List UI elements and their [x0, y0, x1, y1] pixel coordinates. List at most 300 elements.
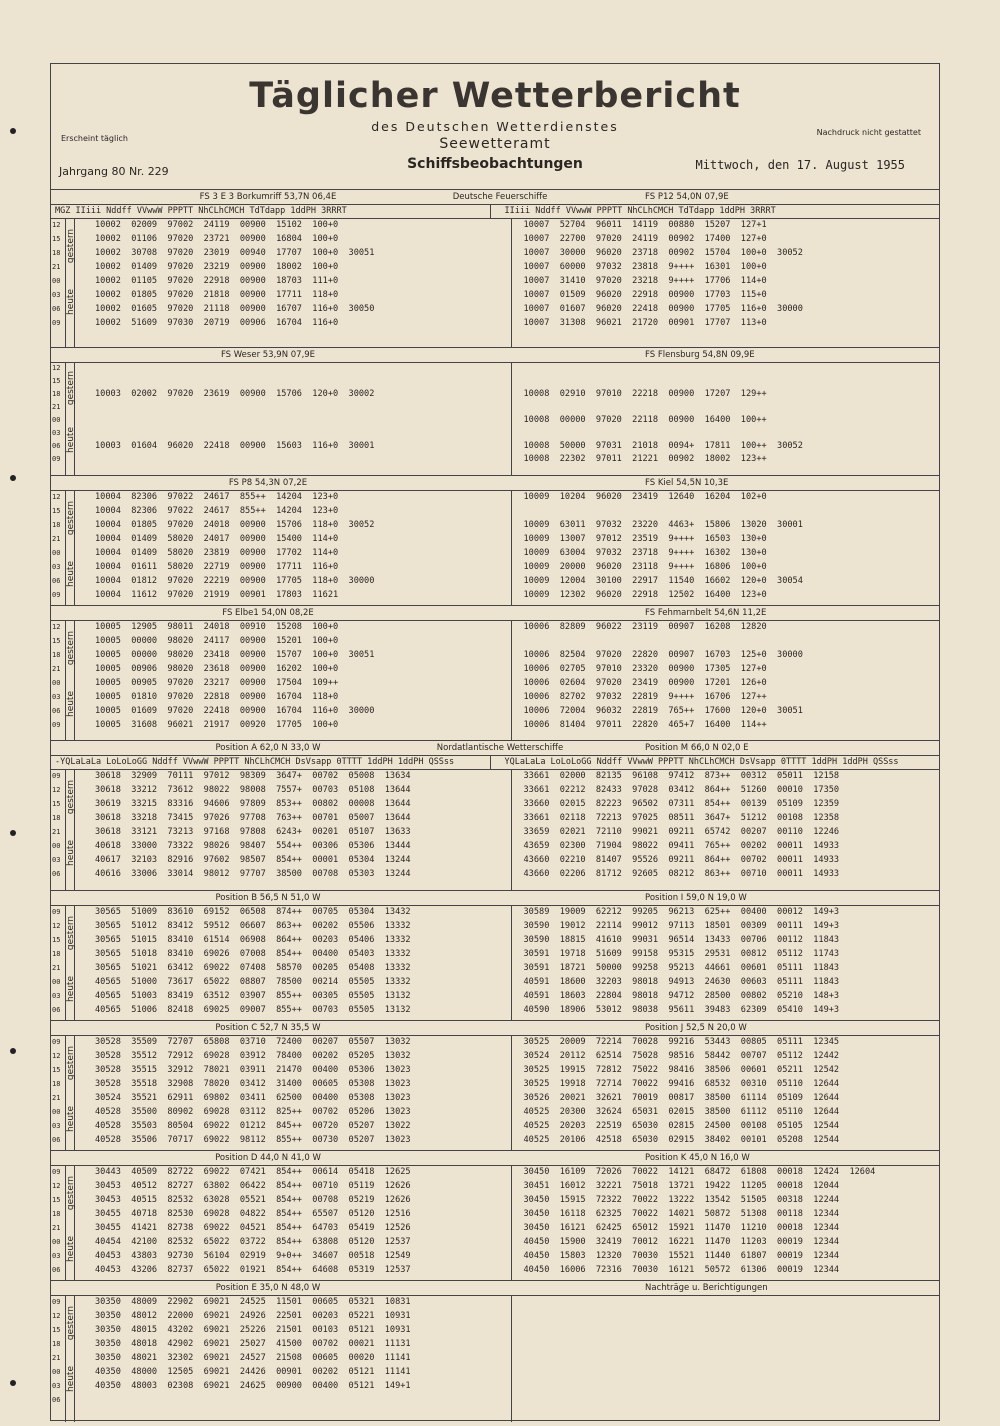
block-title-bar [51, 1021, 939, 1036]
hour-label: 06 [52, 442, 61, 450]
observation-row [524, 634, 940, 648]
observation-row: 10008 50000 97031 21018 0094+ 17811 100++ 30052 [523, 441, 803, 451]
today-label: heute [66, 1235, 77, 1263]
block-title-bar [51, 606, 939, 621]
left-station-title: FS P8 54,3N 07,2E [228, 478, 308, 488]
station-block [51, 475, 939, 605]
observation-row: 40525 20106 42518 65030 02915 38402 00101 05208 12544 [523, 1135, 840, 1145]
punch-hole-2 [10, 475, 16, 481]
hour-label: 18 [52, 1210, 61, 1218]
yesterday-label: gestern [66, 500, 77, 536]
observation-row: 10004 01812 97020 22219 00900 17705 118+0 30000 [95, 576, 375, 586]
right-station-title: FS Kiel 54,5N 10,3E [645, 478, 729, 488]
observation-row: 40565 51006 82418 69025 09007 855++ 00703 05505 13132 [95, 1005, 411, 1015]
hour-label: 06 [52, 1136, 61, 1144]
observation-row [95, 1393, 511, 1407]
observation-row: 10009 13007 97012 23519 9++++ 16503 130+0 [523, 534, 767, 544]
left-station-data [75, 769, 511, 890]
observation-row: 40350 48000 12505 69021 24426 00901 00202 05121 11141 [95, 1367, 411, 1377]
observation-grid [51, 218, 939, 347]
day-label-column [65, 769, 75, 890]
hour-label: 21 [52, 263, 61, 271]
observation-row: 10002 01106 97020 23721 00900 16804 100+0 [95, 234, 339, 244]
hour-label: 18 [52, 950, 61, 958]
station-block [51, 347, 939, 475]
hour-label: 06 [52, 707, 61, 715]
observation-row: 10004 82306 97022 24617 855++ 14204 123+0 [95, 492, 339, 502]
hour-label: 00 [52, 277, 61, 285]
station-block [51, 1020, 939, 1150]
observation-tables [51, 189, 939, 1420]
observation-row: 43659 02300 71904 98022 09411 765++ 00202 00011 14933 [523, 841, 840, 851]
right-station-data [511, 218, 940, 347]
observation-row: 30450 16121 62425 65012 15921 11470 11210 00018 12344 [523, 1223, 840, 1233]
observation-row: 30528 35515 32912 78021 03911 21470 00400 05306 13023 [95, 1065, 411, 1075]
yesterday-label: gestern [66, 1175, 77, 1211]
observation-row: 10005 00000 98020 23418 00900 15707 100+0 30051 [95, 650, 375, 660]
hour-label: 06 [52, 577, 61, 585]
observation-row: 10005 00906 98020 23618 00900 16202 100+0 [95, 664, 339, 674]
observation-row: 40617 32103 82916 97602 98507 854++ 00001 05304 13244 [95, 855, 411, 865]
hour-label: 09 [52, 319, 61, 327]
block-title-bar [51, 1151, 939, 1166]
right-station-title: Position I 59,0 N 19,0 W [645, 893, 747, 903]
observation-row [524, 1351, 940, 1365]
hour-label: 03 [52, 429, 61, 437]
observation-row: 10009 20000 96020 23118 9++++ 16806 100+0 [523, 562, 767, 572]
station-block [51, 189, 939, 347]
left-column-header: MGZ IIiii Nddff VVwwW PPPTT NhCLhCMCH TdTdapp 1ddPH 3RRRT [55, 206, 347, 216]
observation-row: 10004 01611 58020 22719 00900 17711 116+0 [95, 562, 339, 572]
observation-row: 30350 48009 22902 69021 24525 11501 00605 05321 10831 [95, 1297, 411, 1307]
left-station-data [75, 620, 511, 740]
observation-row: 33661 02000 82135 96108 97412 873++ 00312 05011 12158 [523, 771, 840, 781]
hour-label: 21 [52, 1224, 61, 1232]
observation-row [524, 1365, 940, 1379]
hour-label: 21 [52, 535, 61, 543]
observation-row: 30591 18721 50000 99258 95213 44661 00601 05111 11843 [523, 963, 840, 973]
report-title: Täglicher Wetterbericht [249, 76, 741, 116]
day-label-column [65, 1035, 75, 1150]
hour-label: 06 [52, 305, 61, 313]
observation-row: 30525 19918 72714 70022 99416 68532 00310 05110 12644 [523, 1079, 840, 1089]
observation-grid [51, 905, 939, 1020]
observation-row [524, 375, 940, 388]
observation-row: 10002 51609 97030 20719 00906 16704 116+0 [95, 318, 339, 328]
observation-row: 30565 51018 83410 69026 07008 854++ 00400 05403 13332 [95, 949, 411, 959]
observation-row: 40618 33000 73322 98026 98407 554++ 00306 05306 13444 [95, 841, 411, 851]
right-station-data [511, 1165, 940, 1280]
station-block [51, 605, 939, 740]
block-title-bar [51, 891, 939, 906]
observation-row: 40450 15900 32419 70012 16221 11470 11203 00019 12344 [523, 1237, 840, 1247]
observation-row: 30451 16012 32221 75018 13721 19422 11205 00018 12044 [523, 1181, 840, 1191]
reprint-notice: Nachdruck nicht gestattet [816, 128, 921, 137]
day-label-column [65, 620, 75, 740]
yesterday-label: gestern [66, 630, 77, 666]
left-station-data [75, 218, 511, 347]
group-title [415, 606, 585, 620]
left-station-data [75, 1035, 511, 1150]
hour-label: 00 [52, 978, 61, 986]
right-station-title: Position M 66,0 N 02,0 E [645, 743, 749, 753]
observation-row [524, 1337, 940, 1351]
observation-grid [51, 1295, 939, 1422]
hour-label: 12 [52, 1312, 61, 1320]
hour-label: 03 [52, 992, 61, 1000]
column-header-row [51, 205, 939, 219]
left-station-title: Position E 35,0 N 48,0 W [215, 1283, 321, 1293]
block-title-bar [51, 1281, 939, 1296]
observation-row: 40591 18603 22804 98018 94712 28500 00802 05210 148+3 [523, 991, 840, 1001]
hour-label: 12 [52, 623, 61, 631]
hour-label: 18 [52, 1080, 61, 1088]
group-title [415, 891, 585, 905]
observation-row: 10002 01409 97020 23219 00900 18002 100+0 [95, 262, 339, 272]
hour-label: 03 [52, 1252, 61, 1260]
hour-label: 15 [52, 1196, 61, 1204]
left-station-title: Position A 62,0 N 33,0 W [215, 743, 321, 753]
hour-label: 21 [52, 828, 61, 836]
hour-label: 21 [52, 665, 61, 673]
observation-row: 30618 33218 73415 97026 97708 763++ 00701 05007 13644 [95, 813, 411, 823]
hour-label: 15 [52, 1066, 61, 1074]
hour-label: 15 [52, 936, 61, 944]
left-station-title: FS 3 E 3 Borkumriff 53,7N 06,4E [199, 192, 337, 202]
observation-row: 40616 33006 33014 98012 97707 38500 00708 05303 13244 [95, 869, 411, 879]
hour-label: 21 [52, 1094, 61, 1102]
observation-row [524, 362, 940, 375]
hour-label: 03 [52, 563, 61, 571]
hour-label: 06 [52, 1006, 61, 1014]
observation-row: 10006 82702 97032 22819 9++++ 16706 127++ [523, 692, 767, 702]
yesterday-label: gestern [66, 915, 77, 951]
observation-row: 30528 35512 72912 69028 03912 78400 00202 05205 13032 [95, 1051, 411, 1061]
observation-row: 30590 18815 41610 99031 96514 13433 00706 00112 11843 [523, 935, 840, 945]
observation-row: 10009 63004 97032 23718 9++++ 16302 130+0 [523, 548, 767, 558]
day-label-column [65, 218, 75, 347]
observation-row: 10002 01605 97020 21118 00900 16707 116+0 30050 [95, 304, 375, 314]
observation-row [524, 1309, 940, 1323]
group-title [415, 476, 585, 490]
hour-label: 18 [52, 1340, 61, 1348]
observation-row: 30565 51015 83410 61514 06908 864++ 00203 05406 13332 [95, 935, 411, 945]
observation-row: 30565 51021 63412 69022 07408 58570 00205 05408 13332 [95, 963, 411, 973]
hour-label: 18 [52, 814, 61, 822]
observation-row: 10006 02705 97010 23320 00900 17305 127+0 [523, 664, 767, 674]
observation-row: 10009 10204 96020 23419 12640 16204 102+0 [523, 492, 767, 502]
observation-row: 33660 02015 82223 96502 07311 854++ 00139 05109 12359 [523, 799, 840, 809]
observation-row: 10006 72004 96032 22819 765++ 17600 120+0 30051 [523, 706, 803, 716]
observation-row [524, 1323, 940, 1337]
observation-row: 40591 18600 32203 98018 94913 24630 00603 05111 11843 [523, 977, 840, 987]
observation-row: 10007 01607 96020 22418 00900 17705 116+0 30000 [523, 304, 803, 314]
observation-row: 10004 11612 97020 21919 00901 17803 11621 [95, 590, 339, 600]
observation-row: 30443 40509 82722 69022 07421 854++ 00614 05418 12625 [95, 1167, 411, 1177]
hour-label: 00 [52, 1238, 61, 1246]
observation-row: 40350 48003 02308 69021 24625 00900 00400 05121 149+1 [95, 1381, 411, 1391]
hour-label: 12 [52, 364, 61, 372]
yesterday-label: gestern [66, 1045, 77, 1081]
observation-row: 30619 33215 83316 94606 97809 853++ 00802 00008 13644 [95, 799, 411, 809]
punch-hole-4 [10, 1048, 16, 1054]
punch-hole-3 [10, 830, 16, 836]
section-title: Schiffsbeobachtungen [407, 156, 583, 172]
observation-row: 10006 82809 96022 23119 00907 16208 12820 [523, 622, 767, 632]
hour-label: 12 [52, 786, 61, 794]
observation-row [95, 427, 511, 440]
observation-grid [51, 620, 939, 740]
hour-label: 15 [52, 507, 61, 515]
day-label-column [65, 905, 75, 1020]
day-label-column [65, 362, 75, 475]
observation-row: 30350 48015 43202 69021 25226 21501 00103 05121 10931 [95, 1325, 411, 1335]
observation-row: 10003 02002 97020 23619 00900 15706 120+0 30002 [95, 389, 375, 399]
observation-row: 33661 02212 82433 97028 03412 864++ 51260 00010 17350 [523, 785, 840, 795]
hour-label: 09 [52, 1168, 61, 1176]
observation-row: 30590 19012 22114 99012 97113 18501 00309 00111 149+3 [523, 921, 840, 931]
right-station-data [511, 769, 940, 890]
group-title: Nordatlantische Wetterschiffe [436, 743, 564, 753]
observation-row: 30450 15915 72322 70022 13222 13542 51505 00318 12244 [523, 1195, 840, 1205]
observation-row: 10007 31308 96021 21720 00901 17707 113+0 [523, 318, 767, 328]
hour-label: 12 [52, 221, 61, 229]
volume-number: Jahrgang 80 Nr. 229 [59, 165, 169, 178]
observation-row: 10006 82504 97020 22820 00907 16703 125+0 30000 [523, 650, 803, 660]
station-block [51, 1280, 939, 1422]
observation-row: 10003 01604 96020 22418 00900 15603 116+0 30001 [95, 441, 375, 451]
observation-row: 40525 20203 22519 65030 02815 24500 00108 05105 12544 [523, 1121, 840, 1131]
observation-row: 10005 00905 97020 23217 00900 17504 109++ [95, 678, 339, 688]
hour-label: 18 [52, 390, 61, 398]
report-sheet [50, 63, 940, 1421]
observation-row [524, 1393, 940, 1407]
right-station-title: Nachträge u. Berichtigungen [645, 1283, 768, 1293]
left-station-data [75, 905, 511, 1020]
right-station-title: Position K 45,0 N 16,0 W [645, 1153, 750, 1163]
right-station-data [511, 1295, 940, 1422]
right-station-data [511, 620, 940, 740]
hour-label: 18 [52, 249, 61, 257]
right-station-data [511, 905, 940, 1020]
observation-row: 33659 02021 72110 99021 09211 65742 00207 00110 12246 [523, 827, 840, 837]
right-column-header: YQLaLaLa LoLoLoGG Nddff VVwwW PPPTT NhCLhCMCH DsVsapp 0TTTT 1ddPH 1ddPH QSSss [490, 756, 940, 769]
hour-label: 12 [52, 1052, 61, 1060]
punch-hole-1 [10, 128, 16, 134]
observation-row: 40590 18906 53012 98038 95611 39483 62309 05410 149+3 [523, 1005, 840, 1015]
hour-label: 03 [52, 1122, 61, 1130]
left-station-title: FS Elbe1 54,0N 08,2E [222, 608, 314, 618]
report-subtitle: des Deutschen Wetterdienstes [371, 119, 619, 134]
left-station-data [75, 490, 511, 605]
observation-row: 10005 01810 97020 22818 00900 16704 118+0 [95, 692, 339, 702]
observation-row: 10002 02009 97002 24119 00900 15102 100+0 [95, 220, 339, 230]
group-title [415, 1151, 585, 1165]
observation-row: 30565 51012 83412 59512 06607 863++ 00202 05506 13332 [95, 921, 411, 931]
observation-row [95, 375, 511, 388]
observation-row: 30618 32909 70111 97012 98309 3647+ 00702 05008 13634 [95, 771, 411, 781]
hour-label: 00 [52, 549, 61, 557]
group-title: Deutsche Feuerschiffe [452, 192, 548, 202]
hour-label: 21 [52, 964, 61, 972]
observation-row: 30589 19009 62212 99205 96213 625++ 00400 00012 149+3 [523, 907, 840, 917]
observation-row: 10002 01105 97020 22918 00900 18703 111+0 [95, 276, 339, 286]
observation-row: 10006 81404 97011 22820 465+7 16400 114++ [523, 720, 767, 730]
hour-label: 21 [52, 1354, 61, 1362]
hour-label: 00 [52, 1368, 61, 1376]
today-label: heute [66, 690, 77, 718]
column-header-row [51, 756, 939, 770]
hour-label: 00 [52, 416, 61, 424]
observation-row: 10005 01609 97020 22418 00900 16704 116+0 30000 [95, 706, 375, 716]
left-station-data [75, 1165, 511, 1280]
station-block [51, 740, 939, 890]
hour-label: 09 [52, 908, 61, 916]
observation-row: 10007 31410 97020 23218 9++++ 17706 114+0 [523, 276, 767, 286]
block-title-bar [51, 476, 939, 491]
observation-row: 10002 30708 97020 23019 00940 17707 100+0 30051 [95, 248, 375, 258]
observation-row: 10002 01805 97020 21818 00900 17711 118+0 [95, 290, 339, 300]
block-title-bar [51, 741, 939, 756]
observation-row: 30350 48018 42902 69021 25027 41500 00702 00021 11131 [95, 1339, 411, 1349]
hour-label: 12 [52, 1182, 61, 1190]
observation-row [95, 362, 511, 375]
today-label: heute [66, 975, 77, 1003]
observation-row [524, 401, 940, 414]
day-label-column [65, 1295, 75, 1422]
observation-row: 30455 40718 82530 69028 04822 854++ 65507 05120 12516 [95, 1209, 411, 1219]
today-label: heute [66, 560, 77, 588]
observation-row: 40453 43206 82737 65022 01921 854++ 64608 05319 12537 [95, 1265, 411, 1275]
hour-label: 06 [52, 1266, 61, 1274]
observation-row: 10008 02910 97010 22218 00900 17207 129++ [523, 389, 767, 399]
observation-row: 30450 16118 62325 70022 14021 50872 51308 00118 12344 [523, 1209, 840, 1219]
hour-label: 00 [52, 679, 61, 687]
observation-row: 10005 00000 98020 24117 00900 15201 100+0 [95, 636, 339, 646]
observation-row: 43660 02210 81407 95526 09211 864++ 00702 00011 14933 [523, 855, 840, 865]
yesterday-label: gestern [66, 228, 77, 264]
hour-label: 09 [52, 1038, 61, 1046]
left-station-data [75, 1295, 511, 1422]
hour-label: 12 [52, 493, 61, 501]
observation-row: 10008 22302 97011 21221 00902 18002 123++ [523, 454, 767, 464]
block-title-bar [51, 348, 939, 363]
left-station-title: FS Weser 53,9N 07,9E [220, 350, 316, 360]
right-station-title: FS Flensburg 54,8N 09,9E [645, 350, 755, 360]
observation-row: 40525 20300 32624 65031 02015 38500 61112 05110 12644 [523, 1107, 840, 1117]
observation-row: 30618 33212 73612 98022 98008 7557+ 00703 05108 13644 [95, 785, 411, 795]
hour-label: 15 [52, 235, 61, 243]
observation-row: 30350 48012 22000 69021 24926 22501 00203 05221 10931 [95, 1311, 411, 1321]
observation-row: 30524 20112 62514 75028 98516 58442 00707 05112 12442 [523, 1051, 840, 1061]
observation-row: 10004 01409 58020 24017 00900 15400 114+0 [95, 534, 339, 544]
hour-label: 06 [52, 1396, 61, 1404]
hour-label: 12 [52, 922, 61, 930]
group-title [415, 1281, 585, 1295]
hour-label: 21 [52, 403, 61, 411]
observation-row: 10004 01409 58020 23819 00900 17702 114+0 [95, 548, 339, 558]
punch-hole-5 [10, 1380, 16, 1386]
left-station-title: Position C 52,7 N 35,5 W [215, 1023, 321, 1033]
left-station-title: Position B 56,5 N 51,0 W [215, 893, 321, 903]
observation-row: 10004 01805 97020 24018 00900 15706 118+0 30052 [95, 520, 375, 530]
observation-row: 30450 16109 72026 70022 14121 68472 61808 00018 12424 12604 [523, 1167, 876, 1177]
right-station-title: Position J 52,5 N 20,0 W [645, 1023, 747, 1033]
hour-label: 00 [52, 1108, 61, 1116]
observation-row: 10007 60000 97032 23818 9++++ 16301 100+0 [523, 262, 767, 272]
issue-date: Mittwoch, den 17. August 1955 [695, 158, 905, 172]
observation-grid [51, 769, 939, 890]
observation-row: 10007 30000 96020 23718 00902 15704 100+0 30052 [523, 248, 803, 258]
observation-row: 30525 19915 72812 75022 98416 38506 00601 05211 12542 [523, 1065, 840, 1075]
observation-row [95, 401, 511, 414]
left-column-header: -YQLaLaLa LoLoLoGG Nddff VVwwW PPPTT NhCLhCMCH DsVsapp 0TTTT 1ddPH 1ddPH QSSss [55, 757, 455, 767]
observation-grid [51, 1165, 939, 1280]
observation-row: 33661 02118 72213 97025 08511 3647+ 51212 00108 12358 [523, 813, 840, 823]
observation-row: 30524 35521 62911 69802 03411 62500 00400 05308 13023 [95, 1093, 411, 1103]
right-station-data [511, 490, 940, 605]
hour-label: 06 [52, 870, 61, 878]
observation-row: 30453 40515 82532 63028 05521 854++ 00708 05219 12626 [95, 1195, 411, 1205]
observation-row: 10005 12905 98011 24018 00910 15208 100+0 [95, 622, 339, 632]
observation-row: 30528 35518 32908 78020 03412 31400 00605 05308 13023 [95, 1079, 411, 1089]
hour-label: 09 [52, 721, 61, 729]
block-title-bar [51, 190, 939, 205]
yesterday-label: gestern [66, 779, 77, 815]
today-label: heute [66, 1105, 77, 1133]
right-station-data [511, 1035, 940, 1150]
observation-row: 30565 51009 83610 69152 06508 874++ 00705 05304 13432 [95, 907, 411, 917]
observation-row [524, 504, 940, 518]
hour-label: 15 [52, 1326, 61, 1334]
office-name: Seewetteramt [439, 136, 551, 152]
group-title [415, 348, 585, 362]
hour-label: 03 [52, 856, 61, 864]
today-label: heute [66, 426, 77, 454]
observation-row: 30526 20021 32621 70019 00817 38500 61114 05109 12644 [523, 1093, 840, 1103]
today-label: heute [66, 288, 77, 316]
observation-row: 30591 19718 51609 99158 95315 29531 00812 05112 11743 [523, 949, 840, 959]
day-label-column [65, 1165, 75, 1280]
observation-row: 10009 12302 96020 22918 12502 16400 123+0 [523, 590, 767, 600]
report-header [51, 64, 939, 189]
hour-label: 03 [52, 693, 61, 701]
observation-row [95, 414, 511, 427]
right-station-title: FS P12 54,0N 07,9E [645, 192, 729, 202]
observation-row: 30455 41421 82738 69022 04521 854++ 64703 05419 12526 [95, 1223, 411, 1233]
observation-grid [51, 362, 939, 475]
hour-label: 15 [52, 637, 61, 645]
observation-row: 10008 00000 97020 22118 00900 16400 100++ [523, 415, 767, 425]
hour-label: 03 [52, 1382, 61, 1390]
observation-row: 40528 35500 80902 69028 03112 825++ 00702 05206 13023 [95, 1107, 411, 1117]
right-column-header: IIiii Nddff VVwwW PPPTT NhCLhCMCH TdTdapp 1ddPH 3RRRT [490, 205, 940, 218]
right-station-title: FS Fehmarnbelt 54,6N 11,2E [645, 608, 767, 618]
observation-row: 40528 35503 80504 69022 01212 845++ 00720 05207 13022 [95, 1121, 411, 1131]
group-title [415, 1021, 585, 1035]
observation-row: 10007 52704 96011 14119 00880 15207 127+1 [523, 220, 767, 230]
observation-row: 40450 16006 72316 70030 16121 50572 61306 00019 12344 [523, 1265, 840, 1275]
observation-row: 40528 35506 70717 69022 98112 855++ 00730 05207 13023 [95, 1135, 411, 1145]
observation-row: 10007 22700 97020 24119 00902 17400 127+0 [523, 234, 767, 244]
yesterday-label: gestern [66, 370, 77, 406]
hour-label: 09 [52, 1298, 61, 1306]
observation-row: 30350 48021 32302 69021 24527 21508 00605 00020 11141 [95, 1353, 411, 1363]
observation-row: 40454 42100 82532 65022 03722 854++ 63808 05120 12537 [95, 1237, 411, 1247]
observation-grid [51, 490, 939, 605]
observation-row: 10006 02604 97020 23419 00900 17201 126+0 [523, 678, 767, 688]
observation-row: 10004 82306 97022 24617 855++ 14204 123+0 [95, 506, 339, 516]
